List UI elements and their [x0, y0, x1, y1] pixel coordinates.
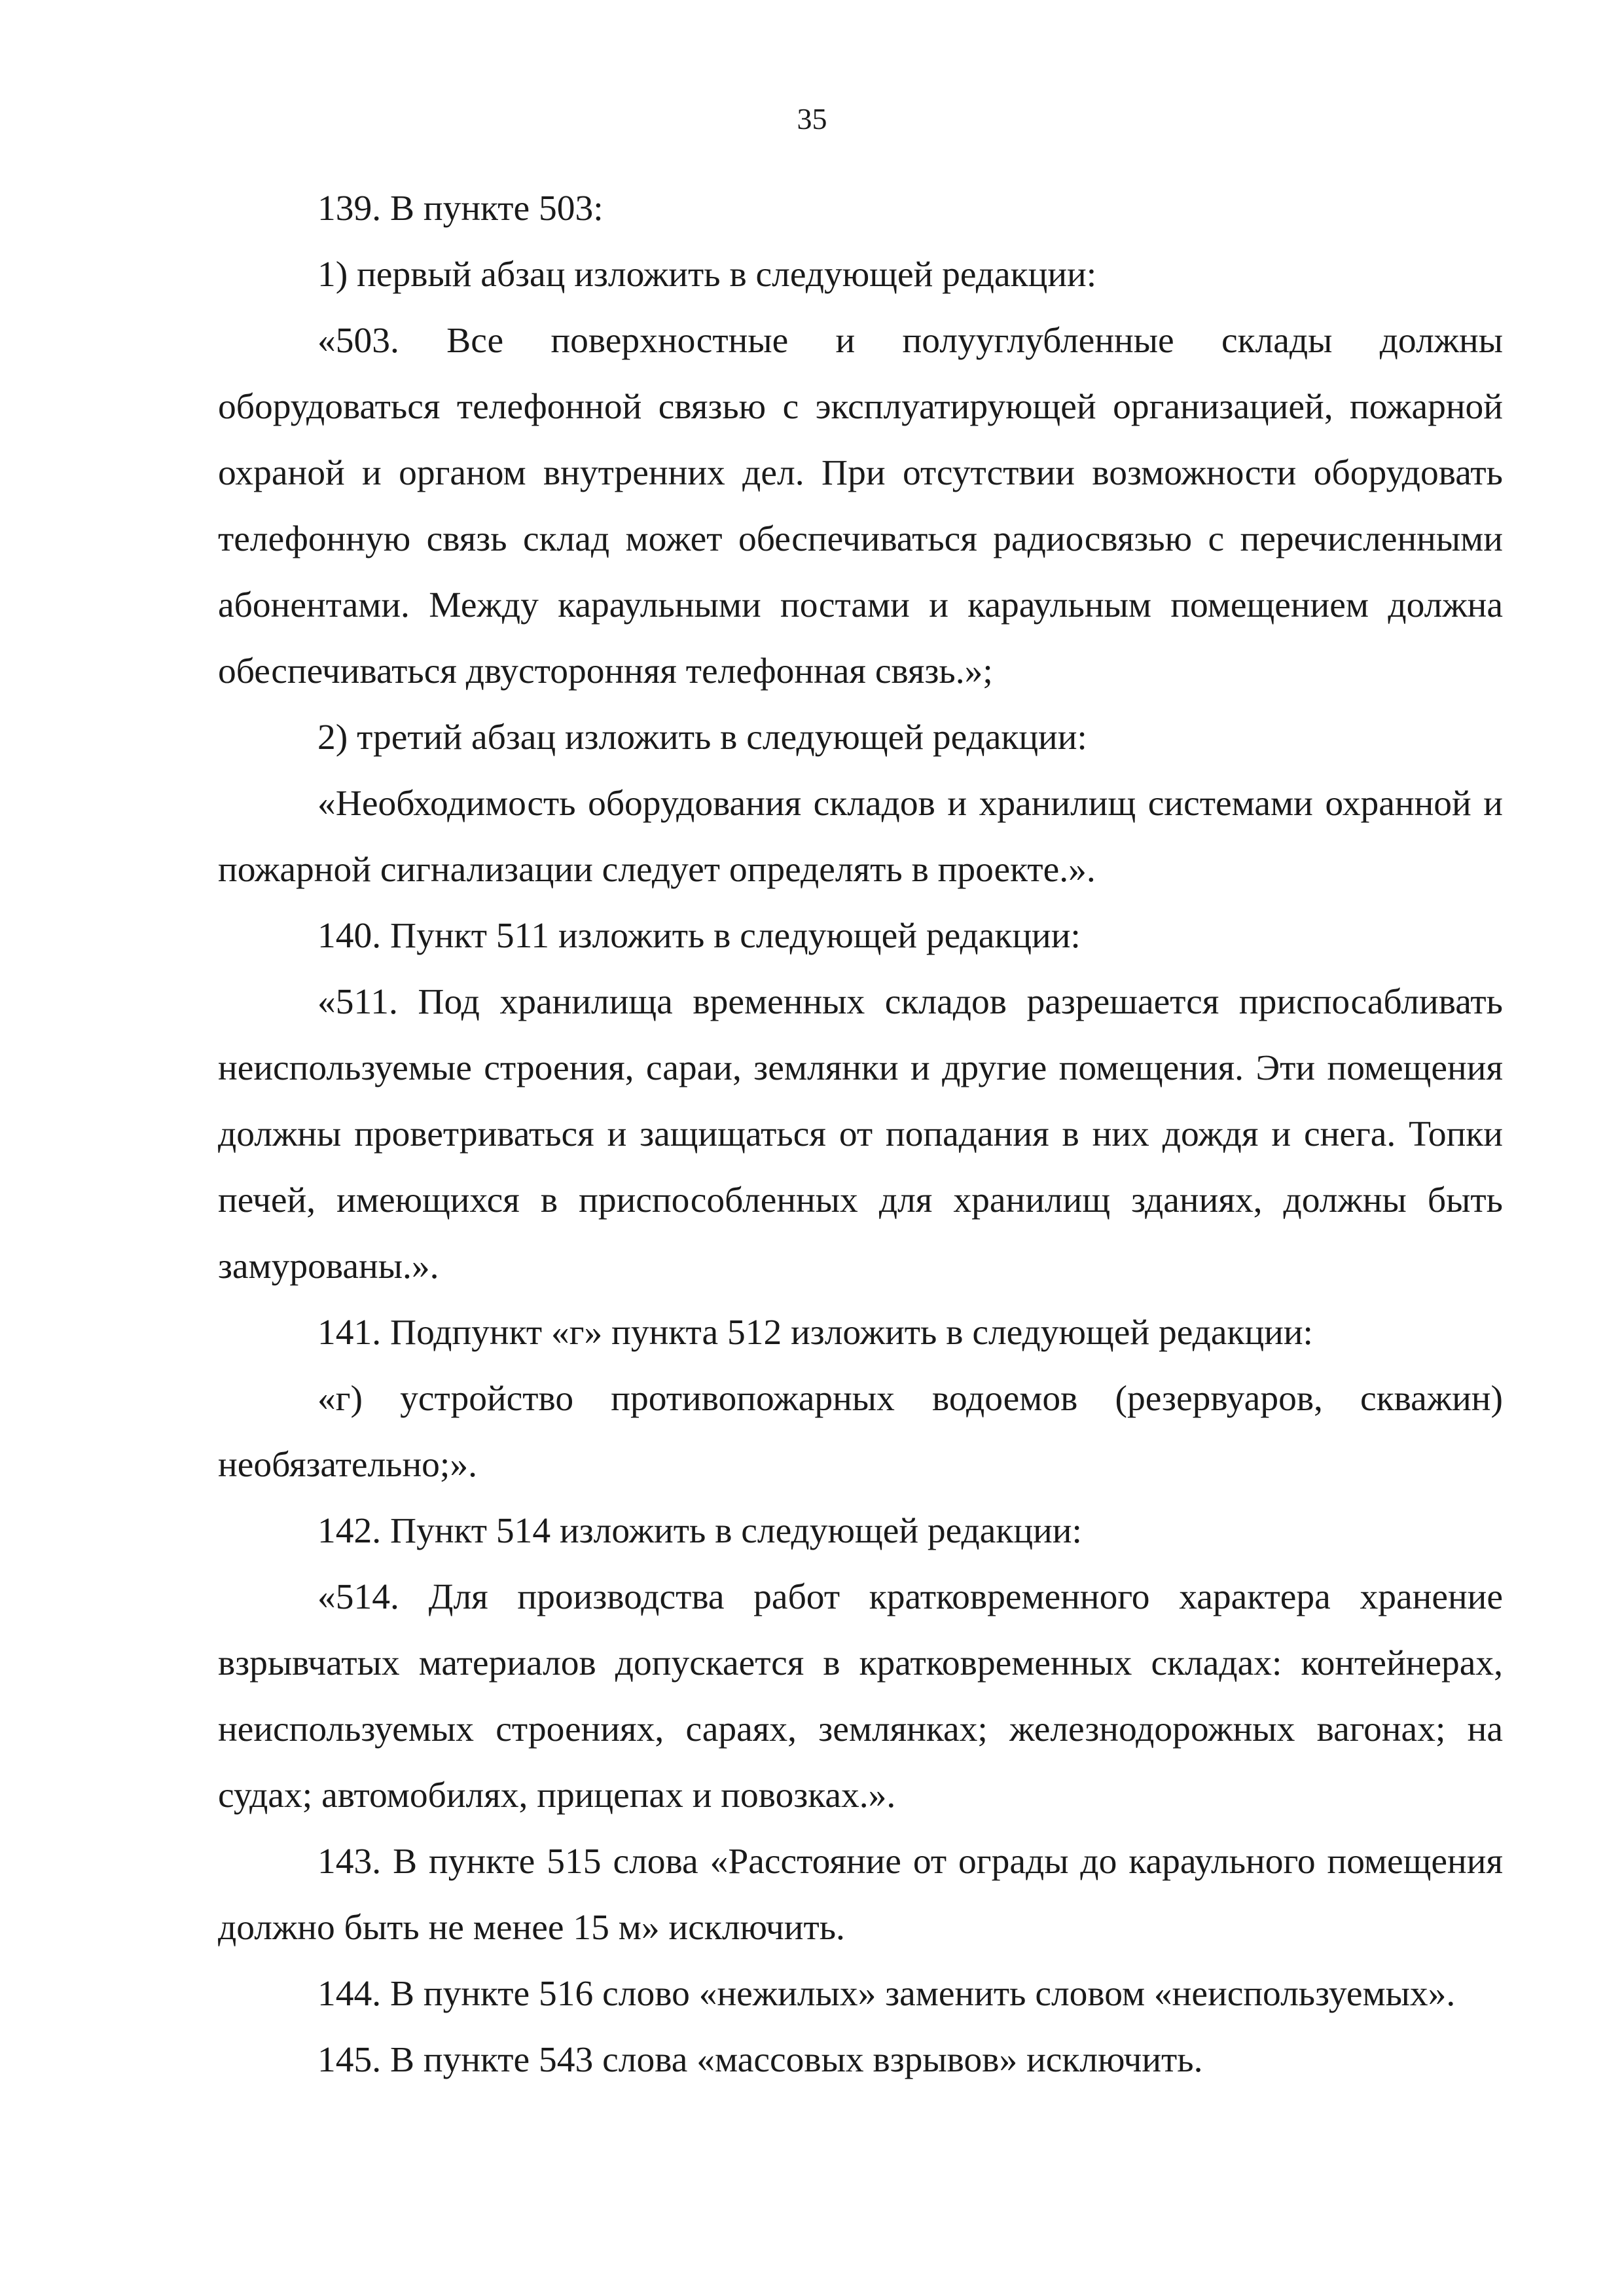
paragraph-143: 143. В пункте 515 слова «Расстояние от ограды до караульного помещения должно быть не менее 15 м» исключить.: [218, 1842, 1503, 1948]
page-number: 35: [797, 102, 827, 136]
paragraph-140-heading: 140. Пункт 511 изложить в следующей редакции:: [317, 916, 1081, 956]
paragraph-144: 144. В пункте 516 слово «нежилых» заменить словом «неиспользуемых».: [317, 1974, 1456, 2014]
paragraph-139-item-2: 2) третий абзац изложить в следующей редакции:: [317, 718, 1087, 757]
paragraph-139-heading: 139. В пункте 503:: [317, 189, 604, 228]
paragraph-503-text: «503. Все поверхностные и полууглубленные склады должны оборудоваться телефонной связью с эксплуатирующей организацией, пожарной охраной и органом внутренних дел. При отсутствии возможности оборудовать телефонную связь склад может обеспечиваться радиосвязью с перечисленными абонентами. Между караульными постами и караульным помещением должна обеспечиваться двусторонняя телефонная связь.»;: [218, 321, 1503, 691]
paragraph-139-item-1: 1) первый абзац изложить в следующей редакции:: [317, 255, 1097, 295]
paragraph-514-text: «514. Для производства работ кратковременного характера хранение взрывчатых материалов допускается в кратковременных складах: контейнерах, неиспользуемых строениях, сараях, землянках; железнодорожных вагонах; на судах; автомобилях, прицепах и повозках.».: [218, 1577, 1503, 1815]
paragraph-142-heading: 142. Пункт 514 изложить в следующей редакции:: [317, 1511, 1082, 1551]
paragraph-145: 145. В пункте 543 слова «массовых взрывов» исключить.: [317, 2040, 1203, 2080]
paragraph-512-g-text: «г) устройство противопожарных водоемов (резервуаров, скважин) необязательно;».: [218, 1379, 1503, 1485]
document-body: [218, 175, 1503, 2093]
paragraph-141-heading: 141. Подпункт «г» пункта 512 изложить в следующей редакции:: [317, 1313, 1313, 1353]
paragraph-511-text: «511. Под хранилища временных складов разрешается приспосабливать неиспользуемые строения, сараи, землянки и другие помещения. Эти помещения должны проветриваться и защищаться от попадания в них дождя и снега. Топки печей, имеющихся в приспособленных для хранилищ зданиях, должны быть замурованы.».: [218, 982, 1503, 1286]
paragraph-503-third-abzac: «Необходимость оборудования складов и хранилищ системами охранной и пожарной сигнализации следует определять в проекте.».: [218, 784, 1503, 890]
